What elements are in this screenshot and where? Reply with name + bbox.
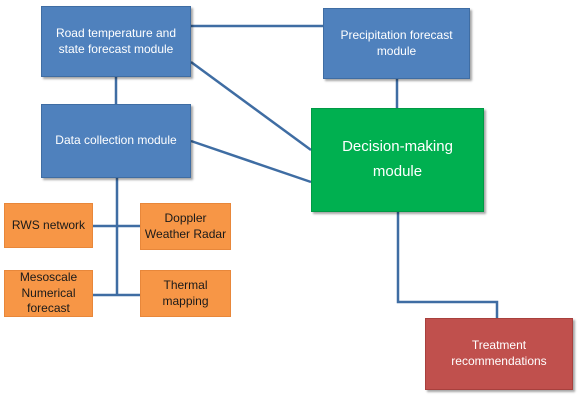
mesoscale-label-line3: forecast xyxy=(27,301,70,316)
connector-decision-to-treatment xyxy=(398,212,497,318)
doppler-weather-radar-source xyxy=(140,203,231,250)
doppler-label-line2: Weather Radar xyxy=(144,226,227,241)
treatment-label-line2: recommendations xyxy=(451,354,547,368)
road-temperature-forecast-module xyxy=(41,6,191,77)
precipitation-forecast-module xyxy=(323,8,470,79)
thermal-label-line2: mapping xyxy=(162,293,209,308)
road-temp-label-line2: state forecast module xyxy=(58,41,174,56)
connector-data-to-decision xyxy=(191,141,311,182)
rws-network-source xyxy=(4,203,93,248)
treatment-label-line1: Treatment xyxy=(471,338,527,353)
doppler-label-line1: Doppler xyxy=(164,210,207,225)
connector-road-temp-to-decision xyxy=(191,62,311,150)
mesoscale-numerical-forecast-source xyxy=(4,270,93,317)
thermal-label-line1: Thermal xyxy=(163,277,208,292)
decision-label-line2: module xyxy=(372,163,423,180)
precip-label-line1: Precipitation forecast xyxy=(340,27,453,42)
data-collection-module xyxy=(41,104,191,178)
data-collection-label: Data collection module xyxy=(55,133,177,148)
decision-making-module xyxy=(311,108,484,212)
treatment-recommendations-output xyxy=(425,318,573,390)
mesoscale-label-line2: Numerical xyxy=(21,285,76,300)
thermal-mapping-source xyxy=(140,270,231,317)
rws-label: RWS network xyxy=(11,217,86,232)
decision-label-line1: Decision-making xyxy=(342,138,453,156)
road-temp-label-line1: Road temperature and xyxy=(55,25,177,40)
mesoscale-label-line1: Mesoscale xyxy=(19,270,78,285)
precip-label-line2: module xyxy=(376,43,417,58)
